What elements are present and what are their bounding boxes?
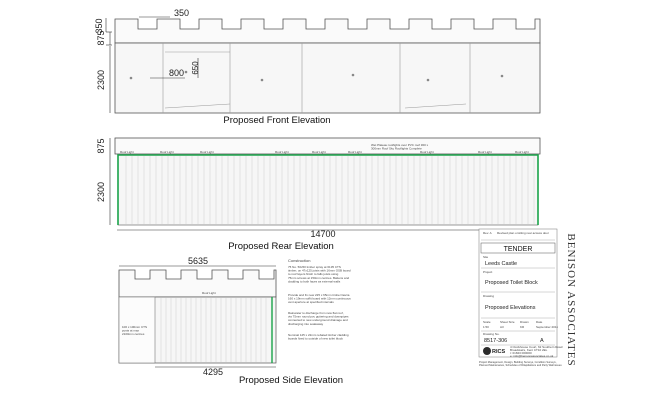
address-line: 4 Clockhouse Court, 62 Southern Road [510, 345, 563, 349]
rooflight-label: Roof Light [312, 150, 326, 154]
front-elevation-title: Proposed Front Elevation [223, 115, 331, 126]
construction-notes-title: Construction [288, 258, 311, 263]
front-dim-gap: 350 [174, 8, 190, 18]
title-block [479, 229, 577, 367]
rics-logo-icon [483, 347, 491, 355]
meta-head: Date [536, 320, 543, 324]
rear-dim-parapet: 875 [96, 138, 106, 154]
meta-head: Drawn [520, 320, 529, 324]
rear-parapet [115, 138, 540, 154]
meta-head: Scale [483, 320, 491, 324]
crenellated-parapet-outline [119, 270, 276, 297]
front-elevation [94, 8, 540, 126]
meta-value: 1:50 [483, 325, 489, 329]
address-line: t: 01843 000000 [510, 351, 532, 355]
rooflight-label: Roof Light [120, 150, 134, 154]
construction-note: Provide and fix new 225 x 65mm timber fascia 160 x 19mm soffit board with 12mm continuous vent aperture at specified intervals [288, 293, 351, 305]
meta-head: Sheet Size [500, 320, 515, 324]
drawing-revision: A [540, 338, 544, 344]
company-name: BENISON ASSOCIATES [565, 233, 577, 367]
meta-value: A3 [500, 325, 504, 329]
front-dim-door: 800 [169, 68, 185, 78]
services-line: Project Management, Design, Building Surveys, Condition Surveys, Planned Maintenance, Schedules of Dilapidations and Party Wall issues [479, 361, 562, 368]
meta-value: September 2011 [536, 325, 558, 329]
address-line: e: info@bensonassociates.co.uk [510, 354, 554, 358]
drawing-label: Drawing [483, 294, 495, 298]
rooflight-label: Roof Light [275, 150, 289, 154]
rear-elevation [96, 138, 540, 252]
crenellated-parapet-outline [115, 19, 540, 43]
front-dim-parapet: 875 [96, 30, 106, 46]
side-window-note: 100 x 100mm CTS posts at max 2100mm centres [122, 325, 148, 337]
construction-note: Nominal 125 x 22mm rebated timber cladding boards fixed to outside of new toilet block [288, 333, 349, 341]
construction-note: Rainwater to discharge from new flat roof, via 75mm round pvc guttering and downpipes connected to new underground drainage and discharging into soakaway [288, 311, 349, 326]
side-elevation [119, 256, 351, 386]
rooflight-label: Roof Light [160, 150, 174, 154]
site-name: Leeds Castle [485, 261, 518, 267]
tender-status: TENDER [503, 246, 533, 253]
rear-elevation-title: Proposed Rear Elevation [228, 241, 334, 252]
front-dim-merlon: 350 [94, 18, 104, 34]
rear-wall [118, 155, 538, 225]
rear-dim-wall: 2300 [96, 181, 106, 203]
side-dim-bottom: 4295 [202, 367, 224, 377]
side-dim-top: 5635 [187, 256, 209, 266]
rear-rooflight-note: Wet Plateau rooflights over PVC roof 300 x 300mm Roof Sky Rooflights Complete [371, 143, 429, 151]
drawing-name: Proposed Elevations [485, 305, 536, 311]
meta-value: KR [520, 325, 525, 329]
project-label: Project [483, 270, 493, 274]
project-name: Proposed Toilet Block [485, 280, 538, 286]
rooflight-label: Roof Light [515, 150, 529, 154]
side-roof-label: Roof Light [202, 291, 216, 295]
rooflight-label: Roof Light [348, 150, 362, 154]
rics-logo-text: RICS [492, 349, 506, 355]
revision-id: Rev. A [483, 231, 492, 235]
side-parapet [119, 270, 276, 297]
address-line: Broadstairs, Kent CT10 2EL [510, 348, 548, 352]
site-label: Site [483, 255, 489, 259]
rooflight-label: Roof Light [478, 150, 492, 154]
rear-dim-length: 14700 [310, 229, 336, 239]
revision-text: Revised plan omitting rear access door [497, 231, 549, 235]
front-dim-wall: 2300 [96, 69, 106, 91]
rics-logo [483, 347, 505, 355]
construction-note: 75 No. 50x50 timber spray at 6135 CTS timber, on 47x125 joists with 16mm OSB board to roof layers finish to falls joists using 75mm screws at 150mm centres. Battens and cladding to both faces as external walls [288, 265, 351, 284]
side-elevation-title: Proposed Side Elevation [238, 375, 344, 386]
drawing-number: 8517-306 [484, 338, 508, 344]
drawing-number-label: Drawing No. [483, 332, 500, 336]
construction-notes [288, 258, 351, 341]
front-parapet [115, 19, 540, 43]
front-dim-vent: 650 [191, 61, 200, 75]
rooflight-label: Roof Light [200, 150, 214, 154]
rooflight-label: Roof Light [420, 150, 434, 154]
